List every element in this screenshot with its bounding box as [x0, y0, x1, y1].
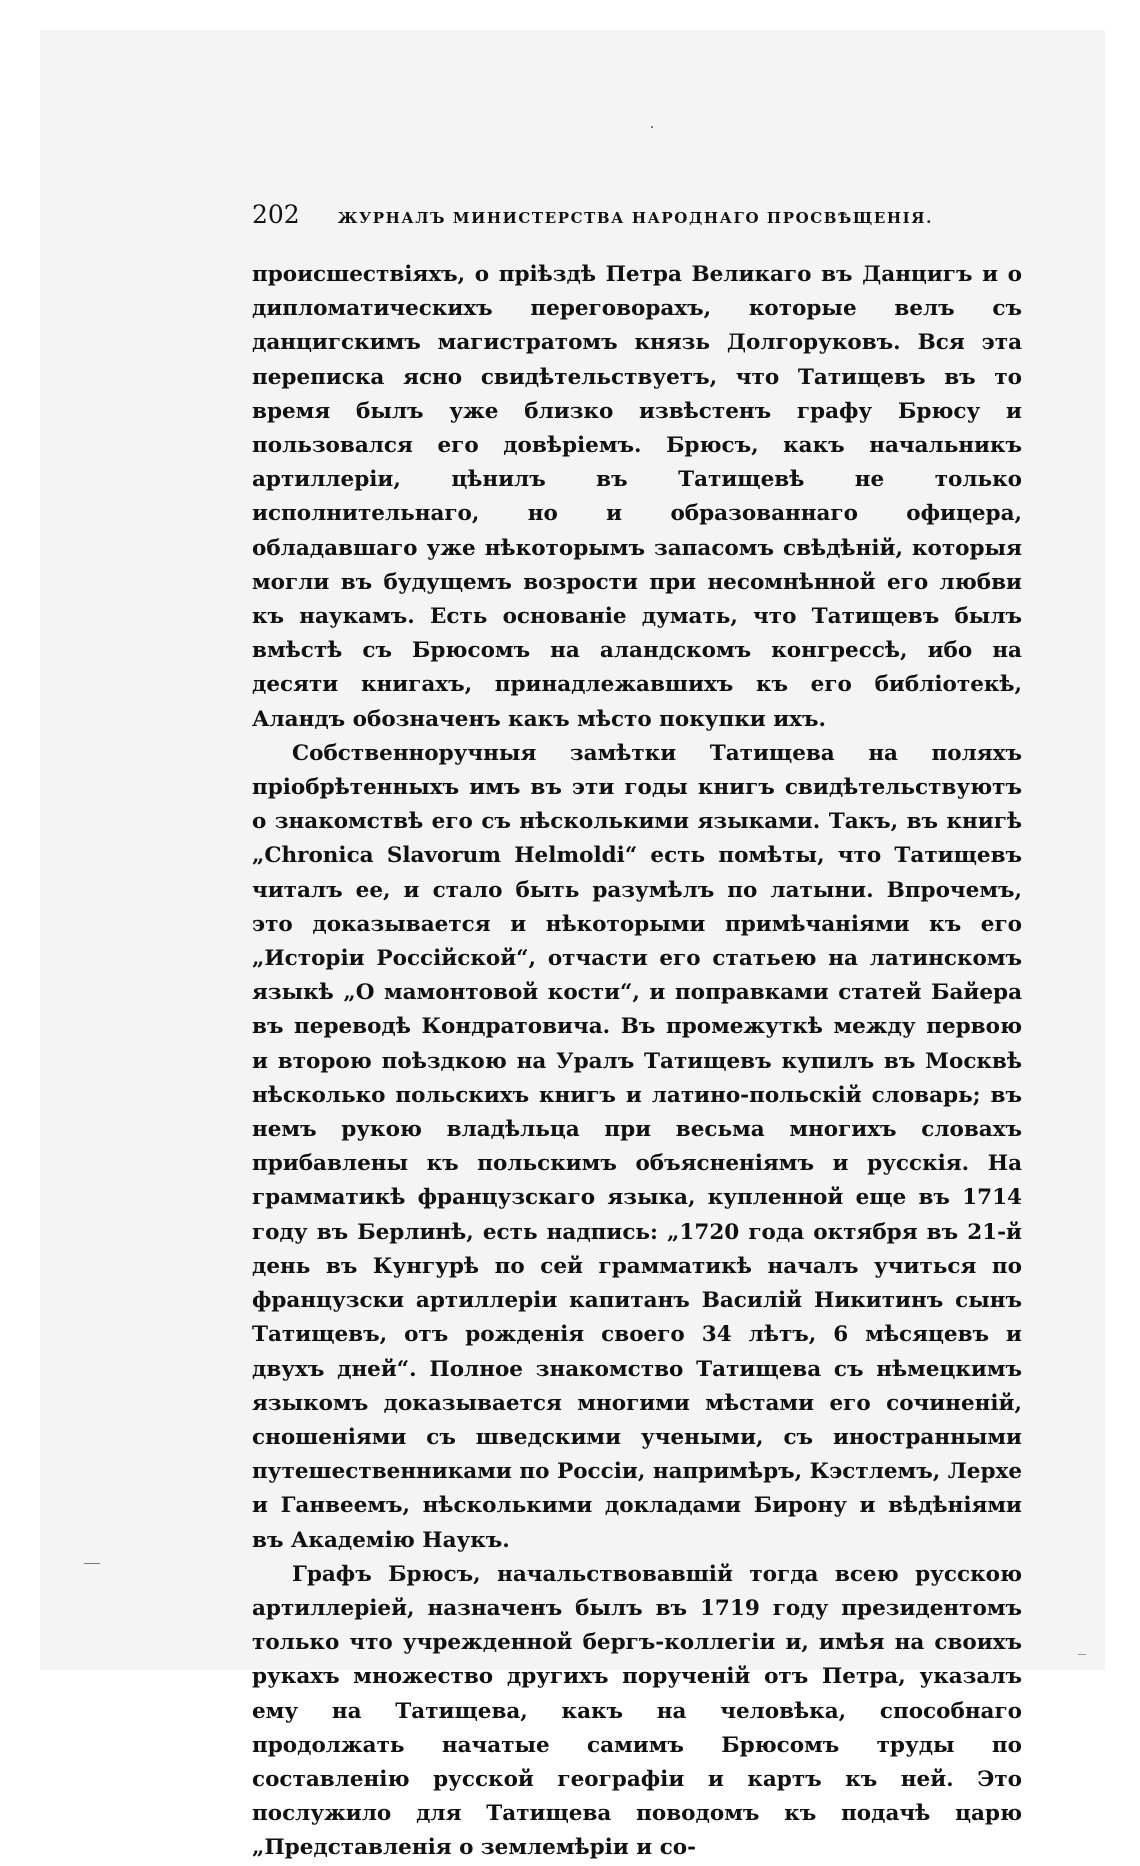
page-number: 202 [252, 200, 300, 229]
page-body [252, 258, 1022, 1866]
paragraph-2: Собственноручныя замѣтки Татищева на поляхъ пріобрѣтенныхъ имъ въ эти годы книгъ свидѣтельствуютъ о знакомствѣ его съ нѣсколькими языками. Такъ, въ книгѣ „Chronica Slavorum Helmoldi“ есть помѣты, что Татищевъ читалъ ее, и стало быть разумѣлъ по латыни. Впрочемъ, это доказывается и нѣкоторыми примѣчаніями къ его „Исторіи Россійской“, отчасти его статьею на латинскомъ языкѣ „О мамонтовой кости“, и поправками статей Байера въ переводѣ Кондратовича. Въ промежуткѣ между первою и второю поѣздкою на Уралъ Татищевъ купилъ въ Москвѣ нѣсколько польскихъ книгъ и латино-польскій словарь; въ немъ рукою владѣльца при весьма многихъ словахъ прибавлены къ польскимъ объясненіямъ и русскія. На грамматикѣ французскаго языка, купленной еще въ 1714 году въ Берлинѣ, есть надпись: „1720 года октября въ 21-й день въ Кунгурѣ по сей грамматикѣ началъ учиться по французски артиллеріи капитанъ Василій Никитинъ сынъ Татищевъ, отъ рожденія своего 34 лѣтъ, 6 мѣсяцевъ и двухъ дней“. Полное знакомство Татищева съ нѣмецкимъ языкомъ доказывается многими мѣстами его сочиненій, сношеніями съ шведскими учеными, съ иностранными путешественниками по Россіи, напримѣръ, Кэстлемъ, Лерхе и Ганвеемъ, нѣсколькими докладами Бирону и вѣдѣніями въ Академію Наукъ. [252, 740, 1022, 1553]
paragraph-3: Графъ Брюсъ, начальствовавшій тогда всею русскою артиллеріей, назначенъ былъ въ 1719 году президентомъ только что учрежденной бергъ-коллегіи и, имѣя на своихъ рукахъ множество другихъ порученій отъ Петра, указалъ ему на Татищева, какъ на человѣка, способнаго продолжать начатые самимъ Брюсомъ труды по составленію русской географіи и картъ къ ней. Это послужило для Татищева поводомъ къ подачѣ царю „Представленія о землемѣріи и со- [252, 1561, 1022, 1861]
running-title: ЖУРНАЛЪ МИНИСТЕРСТВА НАРОДНАГО ПРОСВѢЩЕНІЯ. [337, 209, 933, 227]
scan-mark-corner [1078, 1654, 1086, 1655]
scan-mark [84, 1563, 100, 1564]
scan-speck [651, 126, 653, 128]
running-header [252, 200, 1022, 229]
paragraph-1: происшествіяхъ, о пріѣздѣ Петра Великаго въ Данцигъ и о дипломатическихъ переговорахъ, которые велъ съ данцигскимъ магистратомъ князь Долгоруковъ. Вся эта переписка ясно свидѣтельствуетъ, что Татищевъ въ то время былъ уже близко извѣстенъ графу Брюсу и пользовался его довѣріемъ. Брюсъ, какъ начальникъ артиллеріи, цѣнилъ въ Татищевѣ не только исполнительнаго, но и образованнаго офицера, обладавшаго уже нѣкоторымъ запасомъ свѣдѣній, которыя могли въ будущемъ возрости при несомнѣнной его любви къ наукамъ. Есть основаніе думать, что Татищевъ былъ вмѣстѣ съ Брюсомъ на аландскомъ конгрессѣ, ибо на десяти книгахъ, принадлежавшихъ къ его библіотекѣ, Аландъ обозначенъ какъ мѣсто покупки ихъ. [252, 262, 1022, 732]
